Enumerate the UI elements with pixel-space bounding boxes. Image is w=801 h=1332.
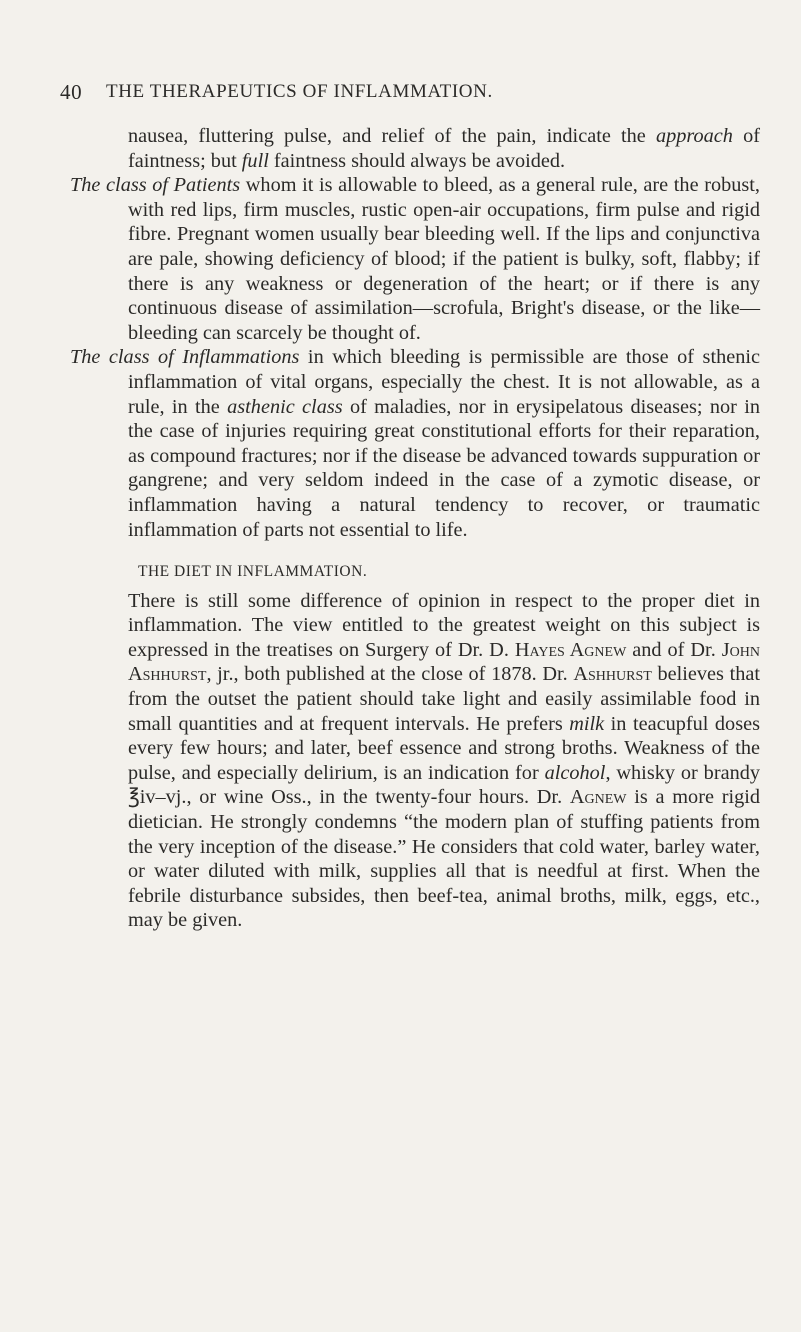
small-caps-run: John Ashhurst: [128, 638, 760, 686]
text-run: nausea, fluttering pulse, and relief of the pain, indicate the: [128, 125, 656, 147]
text-run: in which bleeding is permissible are those of sthenic inflammation of vital organs, especially the chest. It is not allowable, as a rule, in the: [128, 346, 761, 418]
text-run: , whisky or brandy ℥iv–vj., or wine Oss., in the twenty-four hours. Dr.: [128, 761, 760, 809]
text-run: faintness should always be avoided.: [268, 149, 566, 172]
text-run: of faintness; but: [128, 125, 760, 172]
text-run: is a more rigid dietician. He strongly condemns “the modern plan of stuffing patients from the very inception of the disease.” He considers that cold water, barley water, or water diluted with milk, supplies all that is needful at first. When the febrile disturbance subsides, then beef-tea, animal broths, milk, eggs, etc., may be given.: [128, 786, 760, 932]
italic-run: alcohol: [544, 761, 606, 784]
paragraph-class-of-patients: [70, 173, 760, 345]
text-run: in teacupful doses every few hours; and later, beef essence and strong broths. Weakness of the pulse, and especially delirium, is an indication for: [128, 712, 760, 784]
italic-run: The class of Inflammations: [70, 346, 300, 369]
italic-run: The class of Patients: [70, 174, 241, 197]
paragraph-diet: [128, 589, 760, 933]
running-title: THE THERAPEUTICS OF INFLAMMATION.: [106, 81, 493, 102]
text-run: There is still some difference of opinion in respect to the proper diet in inflammation. The view entitled to the greatest weight on this subject is expressed in the treatises on Surgery of Dr. D.: [128, 589, 760, 661]
body-text: [70, 124, 761, 933]
italic-run: milk: [569, 712, 605, 735]
text-run: believes that from the outset the patient should take light and easily assimilable food in small quantities and at frequent intervals. He prefers: [128, 663, 760, 735]
small-caps-run: Hayes Agnew: [514, 638, 627, 661]
text-run: , jr., both published at the close of 1878. Dr.: [206, 663, 574, 686]
text-run: and of Dr.: [626, 638, 722, 661]
section-heading: THE DIET IN INFLAMMATION.: [138, 563, 368, 581]
small-caps-run: Ashhurst: [573, 663, 652, 686]
italic-run: full: [241, 149, 269, 172]
page-header: [60, 80, 760, 110]
paragraph-class-of-inflammations: [70, 345, 761, 542]
text-run: of maladies, nor in erysipelatous diseases; nor in the case of injuries requiring great constitutional efforts for their reparation, as compound fractures; nor if the disease be advanced towards suppuration or gangrene; and very seldom indeed in the case of a zymotic disease, or inflammation having a natural tendency to recover, or traumatic inflammation of parts not essential to life.: [128, 395, 760, 541]
italic-run: asthenic class: [227, 395, 343, 418]
small-caps-run: Agnew: [569, 786, 627, 809]
page-number: 40: [60, 80, 83, 104]
italic-run: approach: [655, 125, 733, 147]
text-run: whom it is allowable to bleed, as a general rule, are the robust, with red lips, firm muscles, rustic open-air occupations, firm pulse and rigid fibre. Pregnant women usually bear bleeding well. If the lips and conjunctiva are pale, showing deficiency of blood; if the patient is bulky, soft, flabby; if there is any weakness or degeneration of the heart; or if there is any continuous disease of assimilation—scrofula, Bright's disease, or the like—bleeding can scarcely be thought of.: [128, 174, 760, 344]
paragraph-faintness: [128, 124, 760, 173]
